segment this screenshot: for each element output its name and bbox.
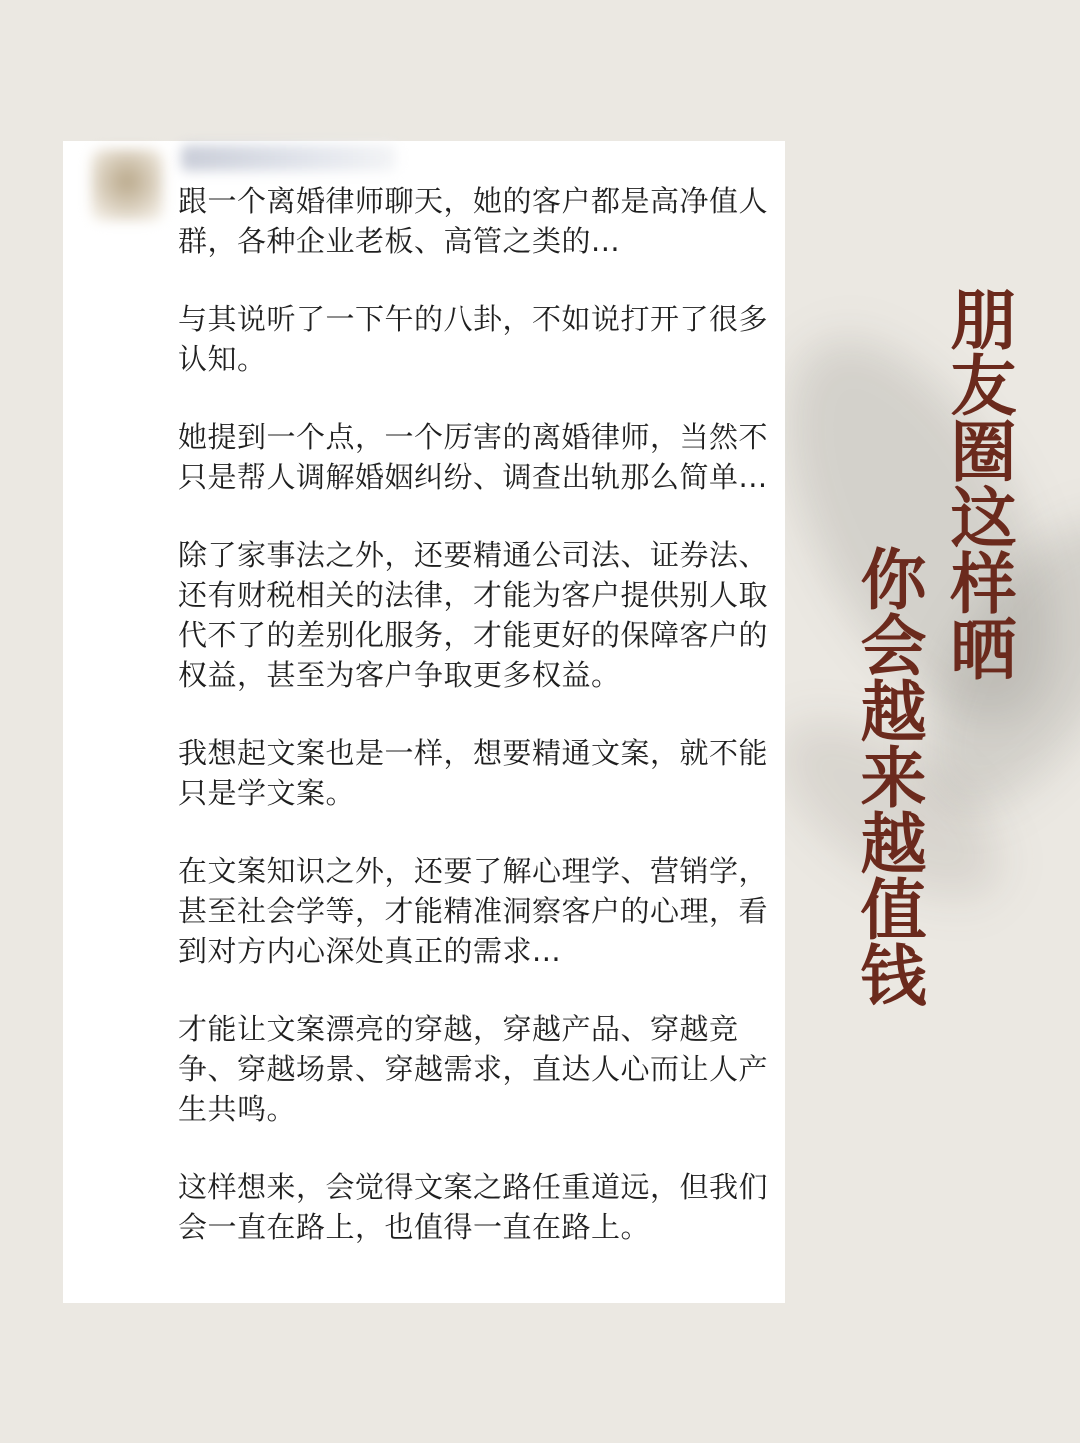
- post-paragraph: 跟一个离婚律师聊天，她的客户都是高净值人群，各种企业老板、高管之类的...: [178, 184, 769, 258]
- moments-post-card: [63, 141, 785, 1303]
- post-text: [178, 181, 778, 1285]
- post-paragraph: 在文案知识之外，还要了解心理学、营销学，甚至社会学等，才能精准洞察客户的心理，看到对方内心深处真正的需求...: [178, 854, 769, 968]
- blurred-avatar: [91, 149, 163, 221]
- post-paragraph: 我想起文案也是一样，想要精通文案，就不能只是学文案。: [178, 736, 769, 810]
- headline-line-2: 你会越来越值钱: [849, 545, 927, 1007]
- post-paragraph: 她提到一个点，一个厉害的离婚律师，当然不只是帮人调解婚姻纠纷、调查出轨那么简单...: [178, 420, 769, 494]
- post-paragraph: 这样想来，会觉得文案之路任重道远，但我们会一直在路上，也值得一直在路上。: [178, 1170, 769, 1244]
- blurred-username: [181, 145, 396, 171]
- post-paragraph: 与其说听了一下午的八卦，不如说打开了很多认知。: [178, 302, 769, 376]
- post-paragraph: 除了家事法之外，还要精通公司法、证券法、还有财税相关的法律，才能为客户提供别人取代不了的差别化服务，才能更好的保障客户的权益，甚至为客户争取更多权益。: [178, 538, 769, 692]
- headline-line-1: 朋友圈这样晒: [939, 285, 1017, 681]
- post-paragraph: 才能让文案漂亮的穿越，穿越产品、穿越竞争、穿越场景、穿越需求，直达人心而让人产生共鸣。: [178, 1012, 769, 1126]
